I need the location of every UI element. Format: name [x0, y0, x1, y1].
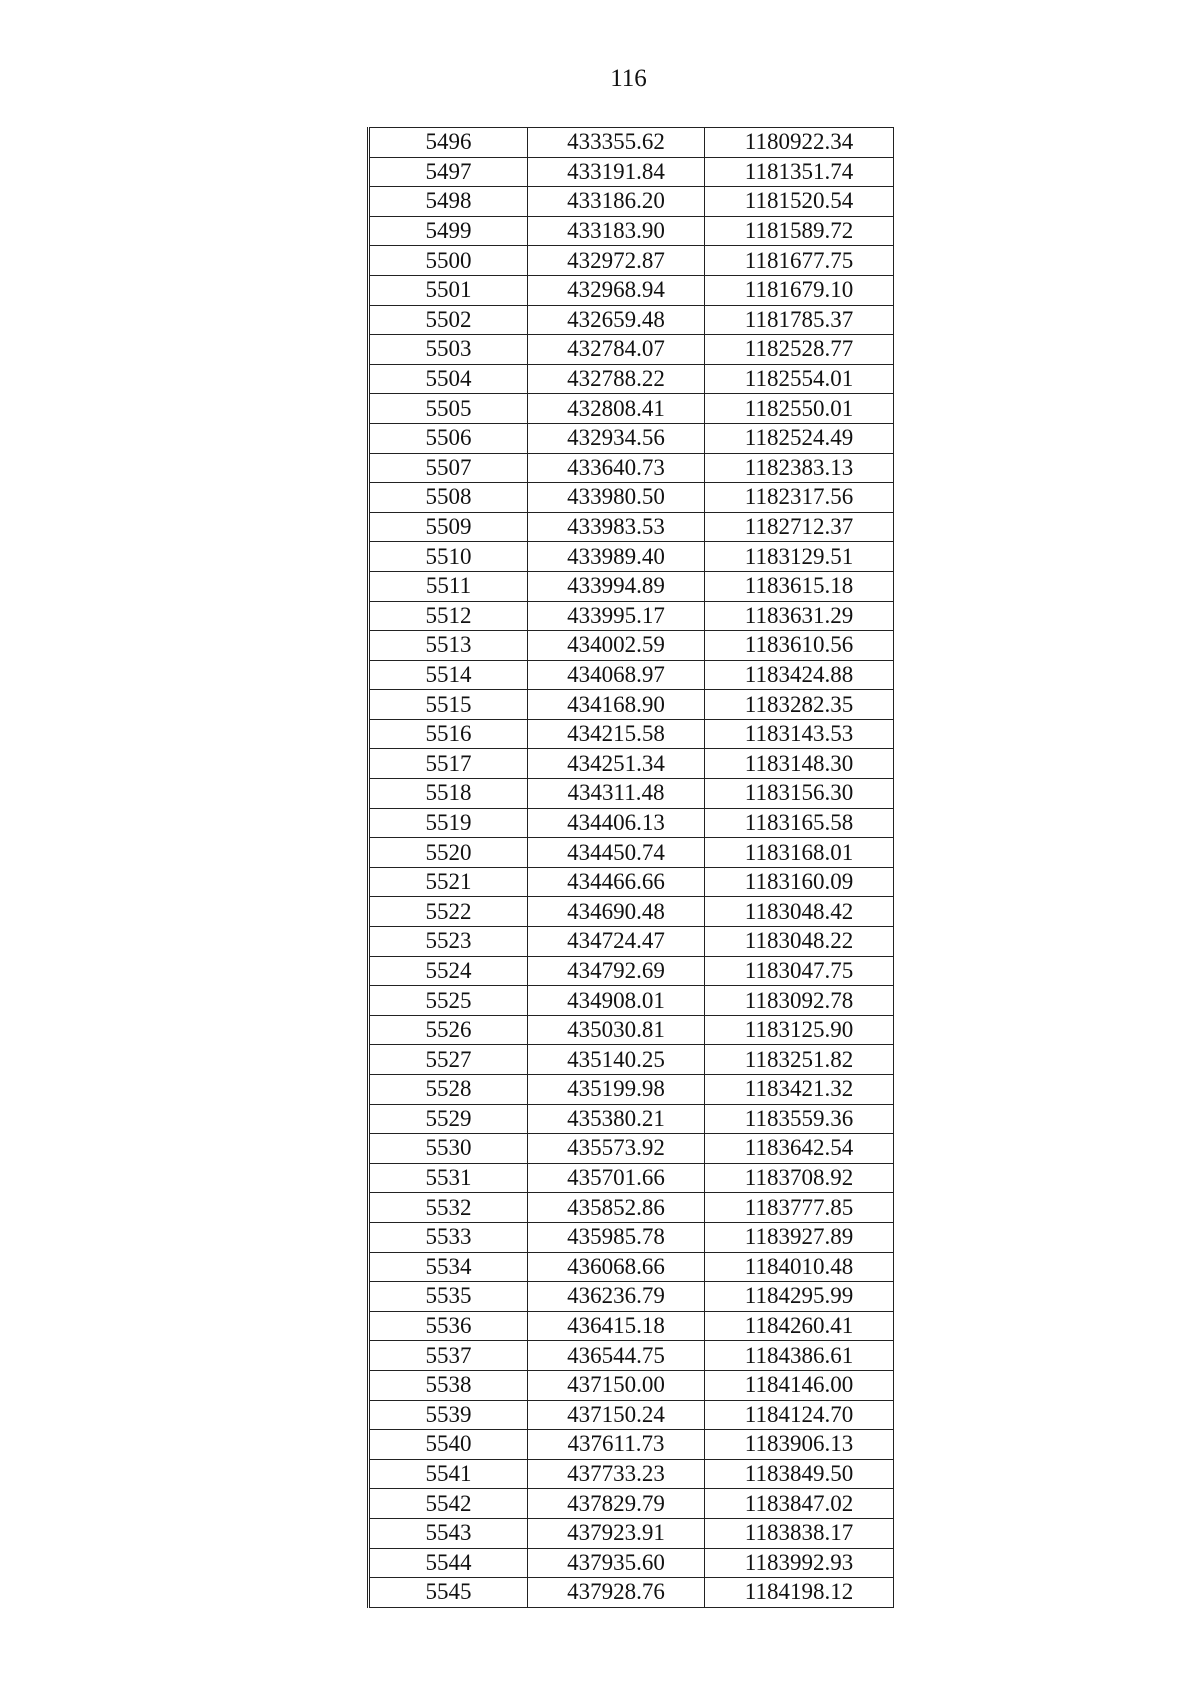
x-coordinate-cell: 432968.94 — [528, 275, 705, 305]
table-row — [369, 246, 894, 276]
x-coordinate-cell: 432972.87 — [528, 246, 705, 276]
y-coordinate-cell: 1183047.75 — [705, 956, 894, 986]
x-coordinate-cell: 436544.75 — [528, 1341, 705, 1371]
table-row — [369, 1015, 894, 1045]
x-coordinate-cell: 436068.66 — [528, 1252, 705, 1282]
y-coordinate-cell: 1183156.30 — [705, 779, 894, 809]
y-coordinate-cell: 1183048.22 — [705, 927, 894, 957]
x-coordinate-cell: 432808.41 — [528, 394, 705, 424]
x-coordinate-cell: 432784.07 — [528, 335, 705, 365]
y-coordinate-cell: 1182383.13 — [705, 453, 894, 483]
y-coordinate-cell: 1181351.74 — [705, 157, 894, 187]
point-number-cell: 5544 — [369, 1548, 528, 1578]
table-row — [369, 483, 894, 513]
table-row — [369, 1341, 894, 1371]
table-row — [369, 216, 894, 246]
x-coordinate-cell: 432659.48 — [528, 305, 705, 335]
y-coordinate-cell: 1183615.18 — [705, 571, 894, 601]
table-row — [369, 690, 894, 720]
point-number-cell: 5542 — [369, 1489, 528, 1519]
point-number-cell: 5531 — [369, 1163, 528, 1193]
point-number-cell: 5510 — [369, 542, 528, 572]
point-number-cell: 5538 — [369, 1370, 528, 1400]
y-coordinate-cell: 1183927.89 — [705, 1222, 894, 1252]
point-number-cell: 5534 — [369, 1252, 528, 1282]
y-coordinate-cell: 1182550.01 — [705, 394, 894, 424]
point-number-cell: 5505 — [369, 394, 528, 424]
table-row — [369, 1459, 894, 1489]
table-row — [369, 335, 894, 365]
x-coordinate-cell: 434690.48 — [528, 897, 705, 927]
table-row — [369, 1430, 894, 1460]
table-row — [369, 1518, 894, 1548]
x-coordinate-cell: 434168.90 — [528, 690, 705, 720]
point-number-cell: 5525 — [369, 986, 528, 1016]
x-coordinate-cell: 437829.79 — [528, 1489, 705, 1519]
y-coordinate-cell: 1183559.36 — [705, 1104, 894, 1134]
table-row — [369, 423, 894, 453]
x-coordinate-cell: 434724.47 — [528, 927, 705, 957]
table-row — [369, 1578, 894, 1608]
x-coordinate-cell: 435985.78 — [528, 1222, 705, 1252]
point-number-cell: 5519 — [369, 808, 528, 838]
x-coordinate-cell: 437923.91 — [528, 1518, 705, 1548]
x-coordinate-cell: 435140.25 — [528, 1045, 705, 1075]
table-row — [369, 1163, 894, 1193]
point-number-cell: 5528 — [369, 1075, 528, 1105]
point-number-cell: 5500 — [369, 246, 528, 276]
x-coordinate-cell: 437611.73 — [528, 1430, 705, 1460]
point-number-cell: 5536 — [369, 1311, 528, 1341]
table-row — [369, 1045, 894, 1075]
y-coordinate-cell: 1180922.34 — [705, 128, 894, 158]
x-coordinate-cell: 437928.76 — [528, 1578, 705, 1608]
table-row — [369, 808, 894, 838]
point-number-cell: 5535 — [369, 1282, 528, 1312]
table-row — [369, 1252, 894, 1282]
x-coordinate-cell: 436415.18 — [528, 1311, 705, 1341]
point-number-cell: 5540 — [369, 1430, 528, 1460]
point-number-cell: 5522 — [369, 897, 528, 927]
table-row — [369, 1282, 894, 1312]
x-coordinate-cell: 435380.21 — [528, 1104, 705, 1134]
y-coordinate-cell: 1183092.78 — [705, 986, 894, 1016]
point-number-cell: 5521 — [369, 867, 528, 897]
x-coordinate-cell: 433994.89 — [528, 571, 705, 601]
point-number-cell: 5498 — [369, 187, 528, 217]
y-coordinate-cell: 1181785.37 — [705, 305, 894, 335]
x-coordinate-cell: 432934.56 — [528, 423, 705, 453]
y-coordinate-cell: 1183165.58 — [705, 808, 894, 838]
table-row — [369, 157, 894, 187]
y-coordinate-cell: 1183906.13 — [705, 1430, 894, 1460]
point-number-cell: 5523 — [369, 927, 528, 957]
table-row — [369, 512, 894, 542]
table-row — [369, 542, 894, 572]
y-coordinate-cell: 1183251.82 — [705, 1045, 894, 1075]
point-number-cell: 5529 — [369, 1104, 528, 1134]
coordinates-table — [367, 127, 894, 1608]
point-number-cell: 5520 — [369, 838, 528, 868]
y-coordinate-cell: 1183631.29 — [705, 601, 894, 631]
table-row — [369, 364, 894, 394]
table-row — [369, 394, 894, 424]
point-number-cell: 5541 — [369, 1459, 528, 1489]
table-row — [369, 1075, 894, 1105]
table-row — [369, 956, 894, 986]
table-row — [369, 128, 894, 158]
x-coordinate-cell: 434002.59 — [528, 631, 705, 661]
y-coordinate-cell: 1183992.93 — [705, 1548, 894, 1578]
x-coordinate-cell: 437733.23 — [528, 1459, 705, 1489]
x-coordinate-cell: 433183.90 — [528, 216, 705, 246]
x-coordinate-cell: 435030.81 — [528, 1015, 705, 1045]
y-coordinate-cell: 1184010.48 — [705, 1252, 894, 1282]
point-number-cell: 5504 — [369, 364, 528, 394]
y-coordinate-cell: 1183777.85 — [705, 1193, 894, 1223]
x-coordinate-cell: 434466.66 — [528, 867, 705, 897]
point-number-cell: 5524 — [369, 956, 528, 986]
point-number-cell: 5496 — [369, 128, 528, 158]
y-coordinate-cell: 1183849.50 — [705, 1459, 894, 1489]
point-number-cell: 5512 — [369, 601, 528, 631]
y-coordinate-cell: 1181589.72 — [705, 216, 894, 246]
table-row — [369, 601, 894, 631]
point-number-cell: 5497 — [369, 157, 528, 187]
y-coordinate-cell: 1182554.01 — [705, 364, 894, 394]
x-coordinate-cell: 433355.62 — [528, 128, 705, 158]
x-coordinate-cell: 435852.86 — [528, 1193, 705, 1223]
x-coordinate-cell: 437150.00 — [528, 1370, 705, 1400]
x-coordinate-cell: 433186.20 — [528, 187, 705, 217]
table-row — [369, 749, 894, 779]
x-coordinate-cell: 434068.97 — [528, 660, 705, 690]
table-row — [369, 719, 894, 749]
y-coordinate-cell: 1184146.00 — [705, 1370, 894, 1400]
y-coordinate-cell: 1184260.41 — [705, 1311, 894, 1341]
table-row — [369, 1193, 894, 1223]
y-coordinate-cell: 1183143.53 — [705, 719, 894, 749]
table-row — [369, 305, 894, 335]
point-number-cell: 5514 — [369, 660, 528, 690]
x-coordinate-cell: 432788.22 — [528, 364, 705, 394]
x-coordinate-cell: 434908.01 — [528, 986, 705, 1016]
point-number-cell: 5503 — [369, 335, 528, 365]
table-row — [369, 660, 894, 690]
y-coordinate-cell: 1183708.92 — [705, 1163, 894, 1193]
table-row — [369, 1104, 894, 1134]
y-coordinate-cell: 1182317.56 — [705, 483, 894, 513]
table-row — [369, 867, 894, 897]
y-coordinate-cell: 1183282.35 — [705, 690, 894, 720]
table-row — [369, 631, 894, 661]
x-coordinate-cell: 436236.79 — [528, 1282, 705, 1312]
y-coordinate-cell: 1183424.88 — [705, 660, 894, 690]
y-coordinate-cell: 1183642.54 — [705, 1134, 894, 1164]
table-row — [369, 1489, 894, 1519]
x-coordinate-cell: 433980.50 — [528, 483, 705, 513]
table-row — [369, 1400, 894, 1430]
y-coordinate-cell: 1181677.75 — [705, 246, 894, 276]
table-row — [369, 927, 894, 957]
x-coordinate-cell: 437935.60 — [528, 1548, 705, 1578]
table-row — [369, 1370, 894, 1400]
point-number-cell: 5516 — [369, 719, 528, 749]
y-coordinate-cell: 1181520.54 — [705, 187, 894, 217]
point-number-cell: 5509 — [369, 512, 528, 542]
y-coordinate-cell: 1183168.01 — [705, 838, 894, 868]
point-number-cell: 5499 — [369, 216, 528, 246]
point-number-cell: 5537 — [369, 1341, 528, 1371]
table-row — [369, 1222, 894, 1252]
point-number-cell: 5533 — [369, 1222, 528, 1252]
y-coordinate-cell: 1183847.02 — [705, 1489, 894, 1519]
y-coordinate-cell: 1183610.56 — [705, 631, 894, 661]
x-coordinate-cell: 433640.73 — [528, 453, 705, 483]
y-coordinate-cell: 1181679.10 — [705, 275, 894, 305]
x-coordinate-cell: 434251.34 — [528, 749, 705, 779]
table-row — [369, 275, 894, 305]
point-number-cell: 5513 — [369, 631, 528, 661]
y-coordinate-cell: 1183125.90 — [705, 1015, 894, 1045]
point-number-cell: 5517 — [369, 749, 528, 779]
x-coordinate-cell: 433191.84 — [528, 157, 705, 187]
x-coordinate-cell: 433983.53 — [528, 512, 705, 542]
table-row — [369, 779, 894, 809]
point-number-cell: 5543 — [369, 1518, 528, 1548]
point-number-cell: 5518 — [369, 779, 528, 809]
x-coordinate-cell: 435573.92 — [528, 1134, 705, 1164]
table-row — [369, 187, 894, 217]
x-coordinate-cell: 434406.13 — [528, 808, 705, 838]
y-coordinate-cell: 1183160.09 — [705, 867, 894, 897]
x-coordinate-cell: 434450.74 — [528, 838, 705, 868]
y-coordinate-cell: 1184386.61 — [705, 1341, 894, 1371]
table-row — [369, 838, 894, 868]
x-coordinate-cell: 437150.24 — [528, 1400, 705, 1430]
point-number-cell: 5515 — [369, 690, 528, 720]
y-coordinate-cell: 1182712.37 — [705, 512, 894, 542]
table-row — [369, 897, 894, 927]
table-row — [369, 986, 894, 1016]
point-number-cell: 5526 — [369, 1015, 528, 1045]
x-coordinate-cell: 434311.48 — [528, 779, 705, 809]
point-number-cell: 5527 — [369, 1045, 528, 1075]
x-coordinate-cell: 433989.40 — [528, 542, 705, 572]
point-number-cell: 5545 — [369, 1578, 528, 1608]
point-number-cell: 5511 — [369, 571, 528, 601]
point-number-cell: 5532 — [369, 1193, 528, 1223]
x-coordinate-cell: 434215.58 — [528, 719, 705, 749]
point-number-cell: 5508 — [369, 483, 528, 513]
table-row — [369, 1311, 894, 1341]
y-coordinate-cell: 1184198.12 — [705, 1578, 894, 1608]
y-coordinate-cell: 1183838.17 — [705, 1518, 894, 1548]
y-coordinate-cell: 1183048.42 — [705, 897, 894, 927]
point-number-cell: 5530 — [369, 1134, 528, 1164]
point-number-cell: 5507 — [369, 453, 528, 483]
table-row — [369, 571, 894, 601]
x-coordinate-cell: 434792.69 — [528, 956, 705, 986]
point-number-cell: 5539 — [369, 1400, 528, 1430]
x-coordinate-cell: 435199.98 — [528, 1075, 705, 1105]
y-coordinate-cell: 1183148.30 — [705, 749, 894, 779]
table-row — [369, 1134, 894, 1164]
y-coordinate-cell: 1182528.77 — [705, 335, 894, 365]
y-coordinate-cell: 1184295.99 — [705, 1282, 894, 1312]
y-coordinate-cell: 1183129.51 — [705, 542, 894, 572]
y-coordinate-cell: 1184124.70 — [705, 1400, 894, 1430]
table-row — [369, 453, 894, 483]
point-number-cell: 5502 — [369, 305, 528, 335]
y-coordinate-cell: 1183421.32 — [705, 1075, 894, 1105]
page-number: 116 — [610, 65, 647, 92]
x-coordinate-cell: 433995.17 — [528, 601, 705, 631]
table-row — [369, 1548, 894, 1578]
y-coordinate-cell: 1182524.49 — [705, 423, 894, 453]
x-coordinate-cell: 435701.66 — [528, 1163, 705, 1193]
point-number-cell: 5501 — [369, 275, 528, 305]
coordinates-table-body — [369, 128, 894, 1608]
point-number-cell: 5506 — [369, 423, 528, 453]
